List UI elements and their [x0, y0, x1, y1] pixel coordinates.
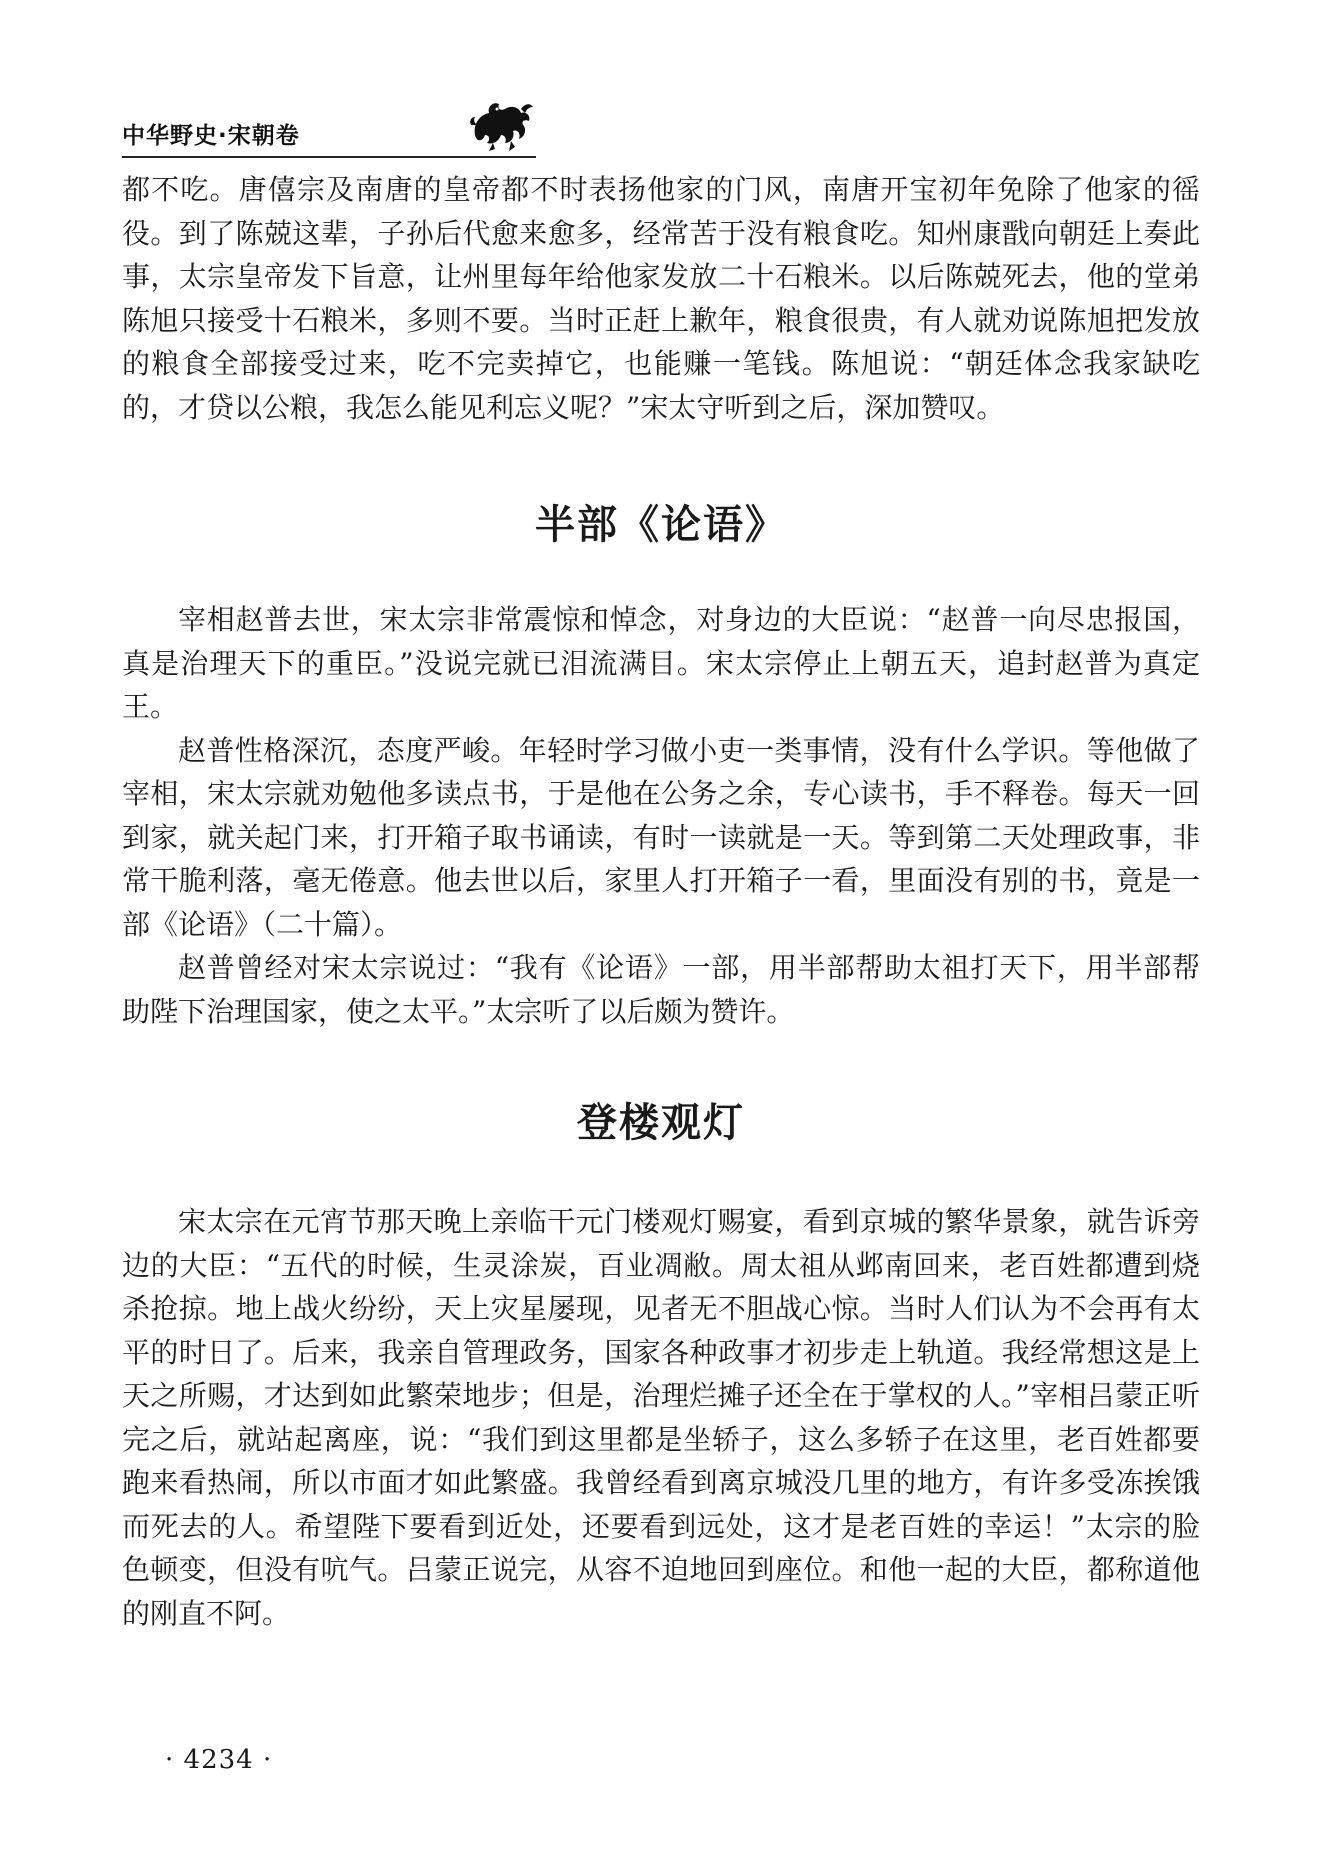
dragon-emblem-icon: [467, 95, 537, 153]
intro-paragraph: 都不吃。唐僖宗及南唐的皇帝都不时表扬他家的门风，南唐开宝初年免除了他家的徭役。到了陈兢这辈，子孙后代愈来愈多，经常苦于没有粮食吃。知州康戬向朝廷上奏此事，太宗皇帝发下旨意，让州里每年给他家发放二十石粮米。以后陈兢死去，他的堂弟陈旭只接受十石粮米，多则不要。当时正赶上歉年，粮食很贵，有人就劝说陈旭把发放的粮食全部接受过来，吃不完卖掉它，也能赚一笔钱。陈旭说：“朝廷体念我家缺吃的，才贷以公粮，我怎么能见利忘义呢？”宋太守听到之后，深加赞叹。: [122, 173, 1200, 424]
page-number: · 4234 ·: [165, 1745, 273, 1775]
body-paragraph: 宋太宗在元宵节那天晚上亲临干元门楼观灯赐宴，看到京城的繁华景象，就告诉旁边的大臣：“五代的时候，生灵涂炭，百业凋敝。周太祖从邺南回来，老百姓都遭到烧杀抢掠。地上战火纷纷，天上灾星屡现，见者无不胆战心惊。当时人们认为不会再有太平的时日了。后来，我亲自管理政务，国家各种政事才初步走上轨道。我经常想这是上天之所赐，才达到如此繁荣地步；但是，治理烂摊子还全在于掌权的人。”宰相吕蒙正听完之后，就站起离座，说：“我们到这里都是坐轿子，这么多轿子在这里，老百姓都要跑来看热闹，所以市面才如此繁盛。我曾经看到离京城没几里的地方，有许多受冻挨饿而死去的人。希望陛下要看到近处，还要看到远处，这才是老百姓的幸运！”太宗的脸色顿变，但没有吭气。吕蒙正说完，从容不迫地回到座位。和他一起的大臣，都称道他的刚直不阿。: [122, 1205, 1200, 1630]
running-header: [122, 95, 537, 155]
body-paragraph: 赵普性格深沉，态度严峻。年轻时学习做小吏一类事情，没有什么学识。等他做了宰相，宋太宗就劝勉他多读点书，于是他在公务之余，专心读书，手不释卷。每天一回到家，就关起门来，打开箱子取书诵读，有时一读就是一天。等到第二天处理政事，非常干脆利落，毫无倦意。他去世以后，家里人打开箱子一看，里面没有别的书，竟是一部《论语》（二十篇）。: [122, 733, 1200, 941]
header-rule: [122, 156, 536, 158]
section-title-denglou: 登楼观灯: [577, 1100, 745, 1146]
body-paragraph: 赵普曾经对宋太宗说过：“我有《论语》一部，用半部帮助太祖打天下，用半部帮助陛下治理国家，使之太平。”太宗听了以后颇为赞许。: [122, 951, 1200, 1028]
body-paragraph: 宰相赵普去世，宋太宗非常震惊和悼念，对身边的大臣说：“赵普一向尽忠报国，真是治理天下的重臣。”没说完就已泪流满目。宋太宗停止上朝五天，追封赵普为真定王。: [122, 603, 1200, 723]
section-title-lunyu: 半部《论语》: [535, 502, 787, 548]
book-title: 中华野史·宋朝卷: [122, 123, 300, 149]
page-content: [122, 168, 1200, 1635]
